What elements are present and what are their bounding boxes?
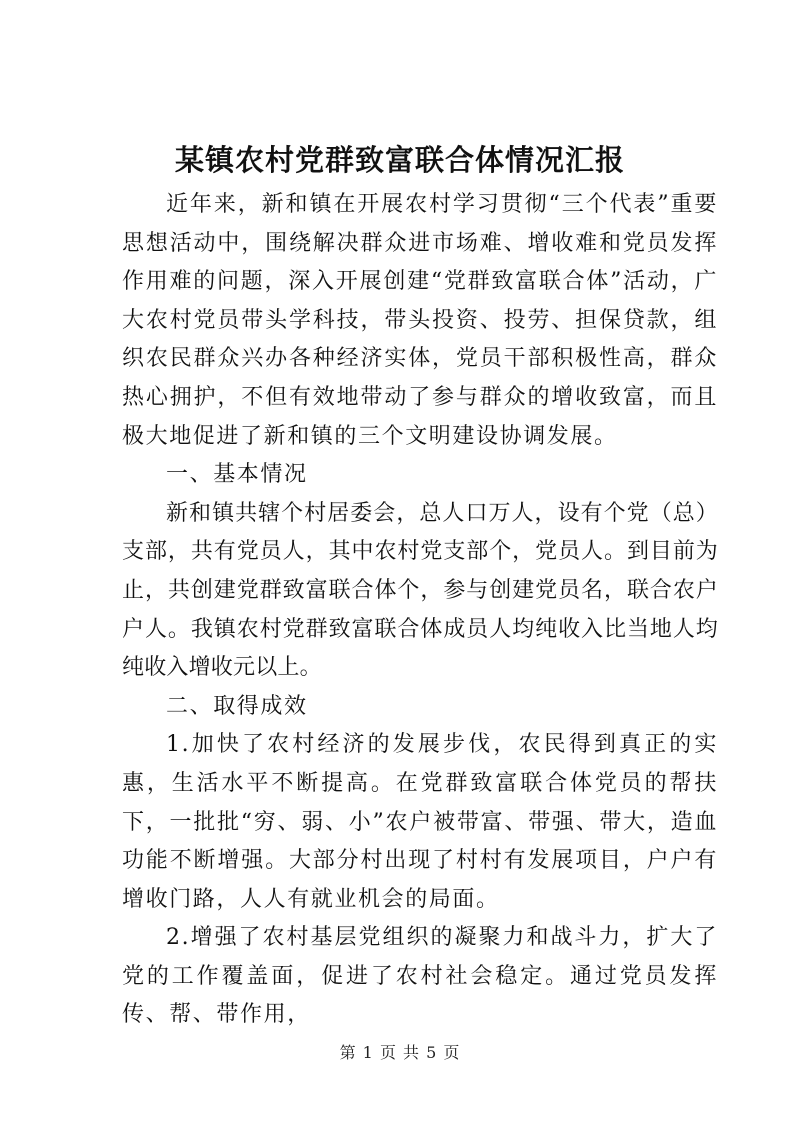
section-heading-basic-situation: 一、基本情况 <box>166 462 308 488</box>
results-item-2-paragraph: 2.增强了农村基层党组织的凝聚力和战斗力，扩大了党的工作覆盖面，促进了农村社会稳定。通过党员发挥传、帮、带作用， <box>122 925 718 1028</box>
section-heading-results: 二、取得成效 <box>166 693 308 719</box>
document-body <box>122 186 718 1035</box>
page-footer: 第 1 页 共 5 页 <box>339 1043 461 1062</box>
document-title: 某镇农村党群致富联合体情况汇报 <box>174 143 625 177</box>
basic-situation-paragraph: 新和镇共辖个村居委会，总人口万人，设有个党（总）支部，共有党员人，其中农村党支部个，党员人。到目前为止，共创建党群致富联合体个，参与创建党员名，联合农户户人。我镇农村党群致富联合体成员人均纯收入比当地人均纯收入增收元以上。 <box>122 500 718 681</box>
results-item-1-paragraph: 1.加快了农村经济的发展步伐，农民得到真正的实惠，生活水平不断提高。在党群致富联合体党员的帮扶下，一批批“穷、弱、小”农户被带富、带强、带大，造血功能不断增强。大部分村出现了村村有发展项目，户户有增收门路，人人有就业机会的局面。 <box>122 732 718 912</box>
intro-paragraph: 近年来，新和镇在开展农村学习贯彻“三个代表”重要思想活动中，围绕解决群众进市场难、增收难和党员发挥作用难的问题，深入开展创建“党群致富联合体”活动，广大农村党员带头学科技，带头投资、投劳、担保贷款，组织农民群众兴办各种经济实体，党员干部积极性高，群众热心拥护，不但有效地带动了参与群众的增收致富，而且极大地促进了新和镇的三个文明建设协调发展。 <box>122 192 718 449</box>
